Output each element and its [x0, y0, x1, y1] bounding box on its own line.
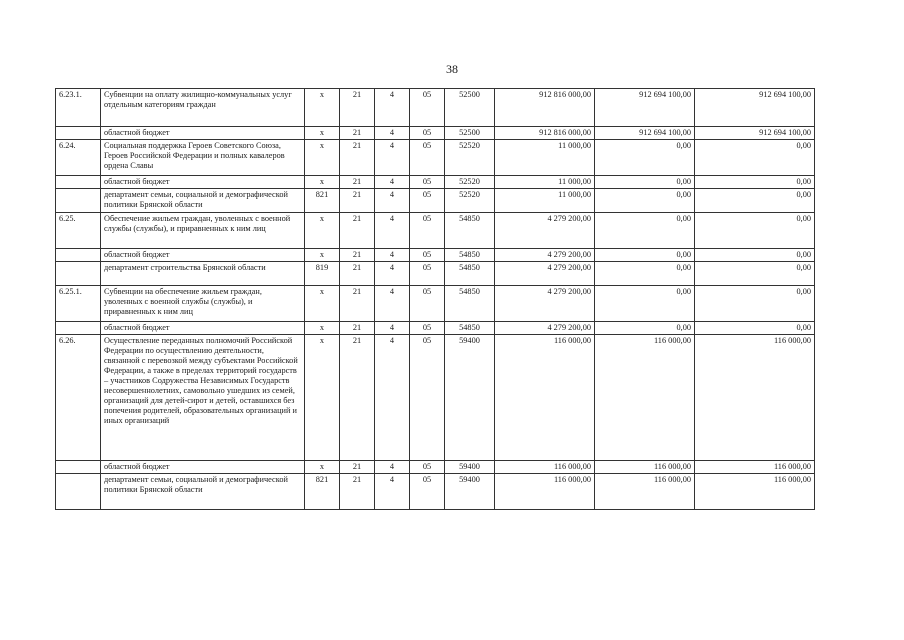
amount-year2-cell: 0,00: [595, 189, 695, 213]
amount-year1-cell: 11 000,00: [495, 189, 595, 213]
row-number-cell: [56, 189, 101, 213]
amount-year1-cell: 116 000,00: [495, 335, 595, 461]
page-number: 38: [446, 62, 458, 76]
subsection-code-cell: 4: [375, 322, 410, 335]
target-code-cell: 52520: [445, 189, 495, 213]
table-row: [56, 213, 815, 249]
amount-year2-cell: 0,00: [595, 140, 695, 176]
row-number-cell: [56, 322, 101, 335]
row-name-cell: областной бюджет: [101, 249, 305, 262]
amount-year1-cell: 116 000,00: [495, 461, 595, 474]
row-number-cell: [56, 262, 101, 286]
amount-year3-cell: 0,00: [695, 140, 815, 176]
amount-year3-cell: 0,00: [695, 249, 815, 262]
program-code-cell: 05: [410, 249, 445, 262]
section-code-cell: 21: [340, 461, 375, 474]
amount-year3-cell: 0,00: [695, 213, 815, 249]
program-code-cell: 05: [410, 189, 445, 213]
target-code-cell: 52500: [445, 127, 495, 140]
target-code-cell: 59400: [445, 335, 495, 461]
row-name-cell: Обеспечение жильем граждан, уволенных с военной службы (службы), и приравненных к ним лиц: [101, 213, 305, 249]
target-code-cell: 59400: [445, 461, 495, 474]
subsection-code-cell: 4: [375, 286, 410, 322]
row-name-cell: областной бюджет: [101, 322, 305, 335]
amount-year3-cell: 0,00: [695, 189, 815, 213]
target-code-cell: 52500: [445, 89, 495, 127]
program-code-cell: 05: [410, 474, 445, 510]
row-number-cell: 6.25.: [56, 213, 101, 249]
grbs-code-cell: х: [305, 461, 340, 474]
amount-year1-cell: 912 816 000,00: [495, 127, 595, 140]
table-row: [56, 176, 815, 189]
table-row: [56, 461, 815, 474]
grbs-code-cell: х: [305, 249, 340, 262]
row-name-cell: департамент семьи, социальной и демографической политики Брянской области: [101, 474, 305, 510]
amount-year3-cell: 116 000,00: [695, 335, 815, 461]
section-code-cell: 21: [340, 322, 375, 335]
subsection-code-cell: 4: [375, 189, 410, 213]
program-code-cell: 05: [410, 286, 445, 322]
amount-year2-cell: 912 694 100,00: [595, 89, 695, 127]
section-code-cell: 21: [340, 127, 375, 140]
grbs-code-cell: 821: [305, 189, 340, 213]
table-row: [56, 474, 815, 510]
table-row: [56, 249, 815, 262]
table-row: [56, 127, 815, 140]
program-code-cell: 05: [410, 176, 445, 189]
target-code-cell: 54850: [445, 262, 495, 286]
section-code-cell: 21: [340, 176, 375, 189]
row-number-cell: [56, 249, 101, 262]
program-code-cell: 05: [410, 461, 445, 474]
row-number-cell: [56, 127, 101, 140]
amount-year3-cell: 116 000,00: [695, 474, 815, 510]
section-code-cell: 21: [340, 140, 375, 176]
grbs-code-cell: х: [305, 176, 340, 189]
subsection-code-cell: 4: [375, 461, 410, 474]
amount-year1-cell: 4 279 200,00: [495, 249, 595, 262]
section-code-cell: 21: [340, 262, 375, 286]
subsection-code-cell: 4: [375, 262, 410, 286]
amount-year3-cell: 0,00: [695, 322, 815, 335]
row-name-cell: Субвенции на обеспечение жильем граждан, уволенных с военной службы (службы), и приравненных к ним лиц: [101, 286, 305, 322]
grbs-code-cell: х: [305, 140, 340, 176]
subsection-code-cell: 4: [375, 474, 410, 510]
amount-year1-cell: 4 279 200,00: [495, 213, 595, 249]
grbs-code-cell: х: [305, 127, 340, 140]
grbs-code-cell: х: [305, 286, 340, 322]
amount-year2-cell: 0,00: [595, 262, 695, 286]
section-code-cell: 21: [340, 213, 375, 249]
target-code-cell: 52520: [445, 176, 495, 189]
amount-year2-cell: 0,00: [595, 286, 695, 322]
program-code-cell: 05: [410, 335, 445, 461]
grbs-code-cell: х: [305, 213, 340, 249]
table-row: [56, 262, 815, 286]
table-row: [56, 140, 815, 176]
target-code-cell: 54850: [445, 286, 495, 322]
row-number-cell: 6.23.1.: [56, 89, 101, 127]
subsection-code-cell: 4: [375, 127, 410, 140]
row-name-cell: областной бюджет: [101, 461, 305, 474]
table-row: [56, 189, 815, 213]
subsection-code-cell: 4: [375, 335, 410, 461]
subsection-code-cell: 4: [375, 140, 410, 176]
amount-year2-cell: 116 000,00: [595, 461, 695, 474]
row-number-cell: [56, 474, 101, 510]
row-number-cell: [56, 176, 101, 189]
row-number-cell: 6.24.: [56, 140, 101, 176]
row-name-cell: Осуществление переданных полномочий Российской Федерации по осуществлению деятельности, связанной с перевозкой между субъектами Российской Федерации, а также в пределах территорий государств – участников Содружества Независимых Государств несовершеннолетних, самовольно ушедших из семей, организаций для детей-сирот и детей, оставшихся без попечения родителей, образовательных организаций и иных организаций: [101, 335, 305, 461]
amount-year1-cell: 4 279 200,00: [495, 322, 595, 335]
program-code-cell: 05: [410, 322, 445, 335]
amount-year2-cell: 0,00: [595, 176, 695, 189]
amount-year1-cell: 11 000,00: [495, 176, 595, 189]
amount-year1-cell: 4 279 200,00: [495, 286, 595, 322]
target-code-cell: 59400: [445, 474, 495, 510]
subsection-code-cell: 4: [375, 249, 410, 262]
grbs-code-cell: 819: [305, 262, 340, 286]
amount-year3-cell: 0,00: [695, 262, 815, 286]
amount-year1-cell: 4 279 200,00: [495, 262, 595, 286]
budget-table: [55, 88, 815, 510]
program-code-cell: 05: [410, 89, 445, 127]
target-code-cell: 54850: [445, 322, 495, 335]
amount-year3-cell: 116 000,00: [695, 461, 815, 474]
amount-year2-cell: 912 694 100,00: [595, 127, 695, 140]
table-row: [56, 286, 815, 322]
row-number-cell: 6.25.1.: [56, 286, 101, 322]
target-code-cell: 54850: [445, 249, 495, 262]
grbs-code-cell: х: [305, 335, 340, 461]
amount-year2-cell: 0,00: [595, 322, 695, 335]
section-code-cell: 21: [340, 89, 375, 127]
section-code-cell: 21: [340, 335, 375, 461]
target-code-cell: 54850: [445, 213, 495, 249]
amount-year1-cell: 912 816 000,00: [495, 89, 595, 127]
target-code-cell: 52520: [445, 140, 495, 176]
program-code-cell: 05: [410, 127, 445, 140]
amount-year2-cell: 116 000,00: [595, 335, 695, 461]
table-row: [56, 335, 815, 461]
grbs-code-cell: х: [305, 89, 340, 127]
subsection-code-cell: 4: [375, 176, 410, 189]
amount-year2-cell: 116 000,00: [595, 474, 695, 510]
program-code-cell: 05: [410, 213, 445, 249]
table-body: [56, 89, 815, 510]
row-name-cell: областной бюджет: [101, 176, 305, 189]
amount-year3-cell: 912 694 100,00: [695, 89, 815, 127]
section-code-cell: 21: [340, 189, 375, 213]
table-row: [56, 89, 815, 127]
amount-year2-cell: 0,00: [595, 249, 695, 262]
grbs-code-cell: 821: [305, 474, 340, 510]
row-number-cell: 6.26.: [56, 335, 101, 461]
amount-year3-cell: 0,00: [695, 286, 815, 322]
row-name-cell: департамент строительства Брянской области: [101, 262, 305, 286]
subsection-code-cell: 4: [375, 213, 410, 249]
amount-year1-cell: 11 000,00: [495, 140, 595, 176]
section-code-cell: 21: [340, 249, 375, 262]
grbs-code-cell: х: [305, 322, 340, 335]
amount-year2-cell: 0,00: [595, 213, 695, 249]
amount-year3-cell: 912 694 100,00: [695, 127, 815, 140]
table-row: [56, 322, 815, 335]
section-code-cell: 21: [340, 286, 375, 322]
row-name-cell: Субвенции на оплату жилищно-коммунальных услуг отдельным категориям граждан: [101, 89, 305, 127]
section-code-cell: 21: [340, 474, 375, 510]
row-name-cell: департамент семьи, социальной и демографической политики Брянской области: [101, 189, 305, 213]
program-code-cell: 05: [410, 262, 445, 286]
amount-year1-cell: 116 000,00: [495, 474, 595, 510]
program-code-cell: 05: [410, 140, 445, 176]
row-name-cell: Социальная поддержка Героев Советского Союза, Героев Российской Федерации и полных кавалеров ордена Славы: [101, 140, 305, 176]
subsection-code-cell: 4: [375, 89, 410, 127]
row-name-cell: областной бюджет: [101, 127, 305, 140]
row-number-cell: [56, 461, 101, 474]
amount-year3-cell: 0,00: [695, 176, 815, 189]
